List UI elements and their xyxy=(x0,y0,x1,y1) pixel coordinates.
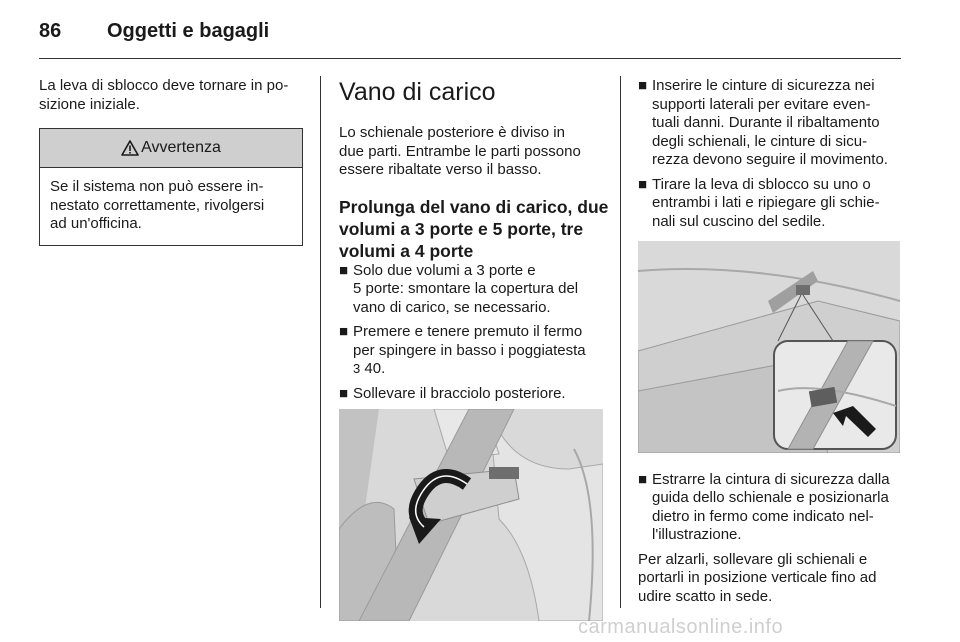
list-line: guida dello schienale e posizionarla xyxy=(652,489,889,506)
closing-text xyxy=(638,551,904,607)
closing-line: Per alzarli, sollevare gli schienali e xyxy=(638,550,868,568)
intro-line: Lo schienale posteriore è diviso in xyxy=(339,124,565,141)
list-line: supporti laterali per evitare even- xyxy=(652,95,871,113)
bullet-icon: ■ xyxy=(638,175,648,193)
list-item xyxy=(339,385,609,404)
list-line: entrambi i lati e ripiegare gli schie- xyxy=(652,194,880,211)
bullet-icon: ■ xyxy=(339,261,349,279)
subheading-line: volumi a 3 porte e 5 porte, tre xyxy=(339,218,584,239)
warning-triangle-icon xyxy=(121,140,139,156)
intro-line: essere ribaltate verso il basso. xyxy=(339,161,542,178)
page-title: Oggetti e bagagli xyxy=(107,19,270,42)
section-intro xyxy=(339,124,609,180)
warning-box xyxy=(39,128,303,246)
header-rule xyxy=(39,58,901,59)
list-item xyxy=(638,176,904,232)
intro-line: due parti. Entrambe le parti possono xyxy=(339,142,581,160)
page-reference-number[interactable]: 40. xyxy=(364,360,386,377)
instruction-list xyxy=(339,262,609,404)
list-line: Tirare la leva di sblocco su uno o xyxy=(652,175,871,193)
bullet-icon: ■ xyxy=(339,384,349,402)
armrest-illustration-image xyxy=(339,409,603,621)
column-divider-1 xyxy=(320,76,321,608)
list-line: Inserire le cinture di sicurezza nei xyxy=(652,77,875,94)
list-line: tuali danni. Durante il ribaltamento xyxy=(652,114,880,131)
warning-header xyxy=(40,129,302,168)
release-lever-illustration-image xyxy=(638,241,900,453)
list-line: Premere e tenere premuto il fermo xyxy=(353,323,583,340)
list-item xyxy=(339,323,609,379)
intro-line: sizione iniziale. xyxy=(39,95,140,113)
list-line: vano di carico, se necessario. xyxy=(353,298,551,316)
list-item xyxy=(638,77,904,170)
subsection-heading xyxy=(339,196,609,262)
subheading-line: volumi a 4 porte xyxy=(339,240,474,261)
warning-body xyxy=(40,168,302,245)
watermark: carmanualsonline.info xyxy=(578,616,784,638)
list-item xyxy=(638,471,904,545)
warning-line: ad un'officina. xyxy=(50,215,142,232)
list-line: Sollevare il bracciolo posteriore. xyxy=(353,384,566,402)
list-line: dietro in fermo come indicato nel- xyxy=(652,507,874,525)
bullet-icon: ■ xyxy=(638,77,648,94)
page-reference-icon: 3 xyxy=(353,361,361,376)
instruction-list xyxy=(638,77,904,231)
warning-line: nestato correttamente, rivolgersi xyxy=(50,196,265,214)
list-line: Solo due volumi a 3 porte e xyxy=(353,261,536,279)
closing-line: portarli in posizione verticale fino ad xyxy=(638,569,877,586)
page-header xyxy=(39,14,269,48)
warning-title: Avvertenza xyxy=(141,138,221,156)
column-divider-2 xyxy=(620,76,621,608)
armrest-illustration xyxy=(339,409,609,627)
bullet-icon: ■ xyxy=(339,323,349,340)
list-line: l'illustrazione. xyxy=(652,526,742,543)
intro-line: La leva di sblocco deve tornare in po- xyxy=(39,77,289,94)
list-line: rezza devono seguire il movimento. xyxy=(652,151,888,168)
column-2 xyxy=(339,77,609,637)
list-line: 5 porte: smontare la copertura del xyxy=(353,280,579,297)
list-item xyxy=(339,262,609,318)
bullet-icon: ■ xyxy=(638,470,648,488)
instruction-list xyxy=(638,471,904,545)
list-line: degli schienali, le cinture di sicu- xyxy=(652,132,868,150)
column-1 xyxy=(39,77,304,246)
release-lever-illustration xyxy=(638,241,904,459)
page-number: 86 xyxy=(39,19,62,42)
list-line: nali sul cuscino del sedile. xyxy=(652,212,826,230)
column-3 xyxy=(638,77,904,606)
warning-line: Se il sistema non può essere in- xyxy=(50,178,264,195)
section-heading: Vano di carico xyxy=(339,78,496,106)
list-line: per spingere in basso i poggiatesta xyxy=(353,341,586,359)
list-line: Estrarre la cintura di sicurezza dalla xyxy=(652,470,890,488)
intro-text xyxy=(39,77,304,114)
subheading-line: Prolunga del vano di carico, due xyxy=(339,196,609,217)
closing-line: udire scatto in sede. xyxy=(638,587,773,605)
